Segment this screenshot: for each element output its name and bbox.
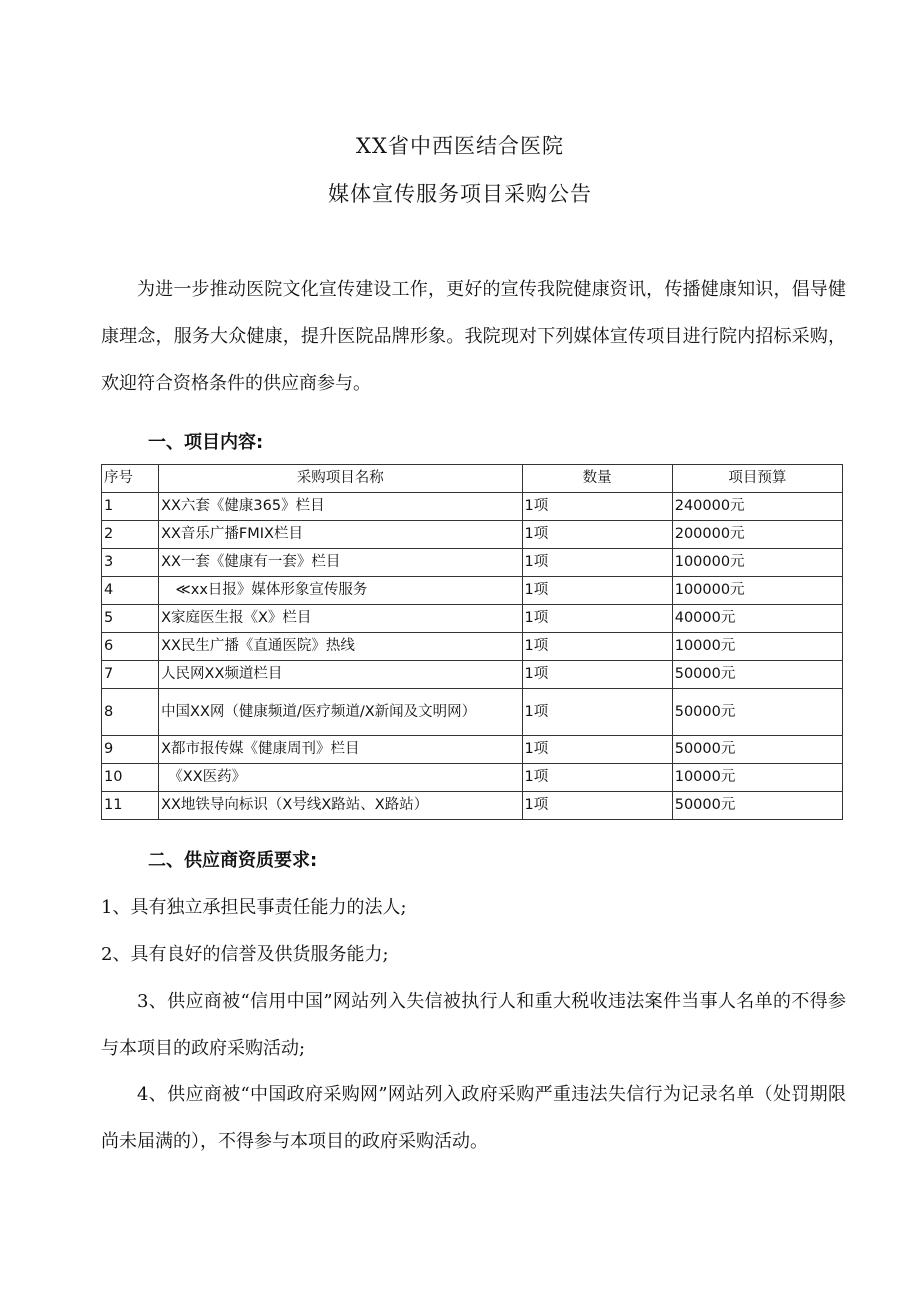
- requirement-item-1: 1、具有独立承担民事责任能力的法人;: [101, 897, 407, 918]
- cell-no: 9: [102, 736, 159, 764]
- requirement-item-4: 4、供应商被“中国政府采购网”网站列入政府采购严重违法失信行为记录名单（处罚期限尚未届满的），不得参与本项目的政府采购活动。: [101, 1084, 846, 1152]
- cell-name: 《XX医药》: [159, 764, 522, 792]
- cell-qty: 1项: [522, 661, 672, 689]
- cell-budget: 50000元: [672, 661, 842, 689]
- cell-budget: 100000元: [672, 577, 842, 605]
- requirement-item-3: 3、供应商被“信用中国”网站列入失信被执行人和重大税收违法案件当事人名单的不得参与本项目的政府采购活动;: [101, 991, 846, 1059]
- cell-name: 中国XX网（健康频道/医疗频道/X新闻及文明网）: [159, 689, 522, 736]
- cell-name: XX六套《健康365》栏目: [159, 493, 522, 521]
- table-row: [102, 736, 843, 764]
- cell-no: 10: [102, 764, 159, 792]
- cell-qty: 1项: [522, 521, 672, 549]
- section-heading-project-content: 一、项目内容:: [148, 432, 264, 453]
- table-row: [102, 661, 843, 689]
- cell-budget: 240000元: [672, 493, 842, 521]
- table-row: [102, 764, 843, 792]
- cell-budget: 50000元: [672, 689, 842, 736]
- cell-qty: 1项: [522, 792, 672, 820]
- section-heading-supplier-requirements: 二、供应商资质要求:: [148, 850, 318, 871]
- cell-no: 2: [102, 521, 159, 549]
- cell-budget: 10000元: [672, 764, 842, 792]
- cell-no: 3: [102, 549, 159, 577]
- cell-name: XX音乐广播FMIX栏目: [159, 521, 522, 549]
- cell-budget: 200000元: [672, 521, 842, 549]
- cell-qty: 1项: [522, 577, 672, 605]
- cell-name: 人民网XX频道栏目: [159, 661, 522, 689]
- table-row: [102, 521, 843, 549]
- table-header-row: [102, 465, 843, 493]
- table-row: [102, 493, 843, 521]
- cell-name: X都市报传媒《健康周刊》栏目: [159, 736, 522, 764]
- cell-name: XX一套《健康有一套》栏目: [159, 549, 522, 577]
- cell-qty: 1项: [522, 633, 672, 661]
- cell-budget: 10000元: [672, 633, 842, 661]
- table-row: [102, 792, 843, 820]
- header-no: 序号: [102, 465, 159, 493]
- cell-name: X家庭医生报《X》栏目: [159, 605, 522, 633]
- procurement-items-table: [101, 464, 843, 820]
- cell-qty: 1项: [522, 689, 672, 736]
- document-title-line1: XX省中西医结合医院: [356, 134, 564, 158]
- cell-name: ≪xx日报》媒体形象宣传服务: [159, 577, 522, 605]
- intro-paragraph: 为进一步推动医院文化宣传建设工作，更好的宣传我院健康资讯，传播健康知识，倡导健康理念，服务大众健康，提升医院品牌形象。我院现对下列媒体宣传项目进行院内招标采购，欢迎符合资格条件的供应商参与。: [101, 279, 846, 394]
- requirement-item-2: 2、具有良好的信誉及供货服务能力;: [101, 944, 389, 965]
- cell-no: 4: [102, 577, 159, 605]
- cell-no: 7: [102, 661, 159, 689]
- table-row: [102, 689, 843, 736]
- cell-no: 1: [102, 493, 159, 521]
- cell-no: 6: [102, 633, 159, 661]
- cell-no: 11: [102, 792, 159, 820]
- header-budget: 项目预算: [672, 465, 842, 493]
- cell-budget: 50000元: [672, 736, 842, 764]
- table-row: [102, 577, 843, 605]
- cell-name: XX地铁导向标识（X号线X路站、X路站）: [159, 792, 522, 820]
- cell-budget: 40000元: [672, 605, 842, 633]
- table-row: [102, 549, 843, 577]
- header-qty: 数量: [522, 465, 672, 493]
- document-title-line2: 媒体宣传服务项目采购公告: [328, 182, 592, 206]
- cell-qty: 1项: [522, 605, 672, 633]
- cell-budget: 100000元: [672, 549, 842, 577]
- cell-qty: 1项: [522, 549, 672, 577]
- table-row: [102, 605, 843, 633]
- header-name: 采购项目名称: [159, 465, 522, 493]
- cell-no: 5: [102, 605, 159, 633]
- cell-qty: 1项: [522, 736, 672, 764]
- cell-no: 8: [102, 689, 159, 736]
- cell-budget: 50000元: [672, 792, 842, 820]
- cell-name: XX民生广播《直通医院》热线: [159, 633, 522, 661]
- cell-qty: 1项: [522, 764, 672, 792]
- cell-qty: 1项: [522, 493, 672, 521]
- table-row: [102, 633, 843, 661]
